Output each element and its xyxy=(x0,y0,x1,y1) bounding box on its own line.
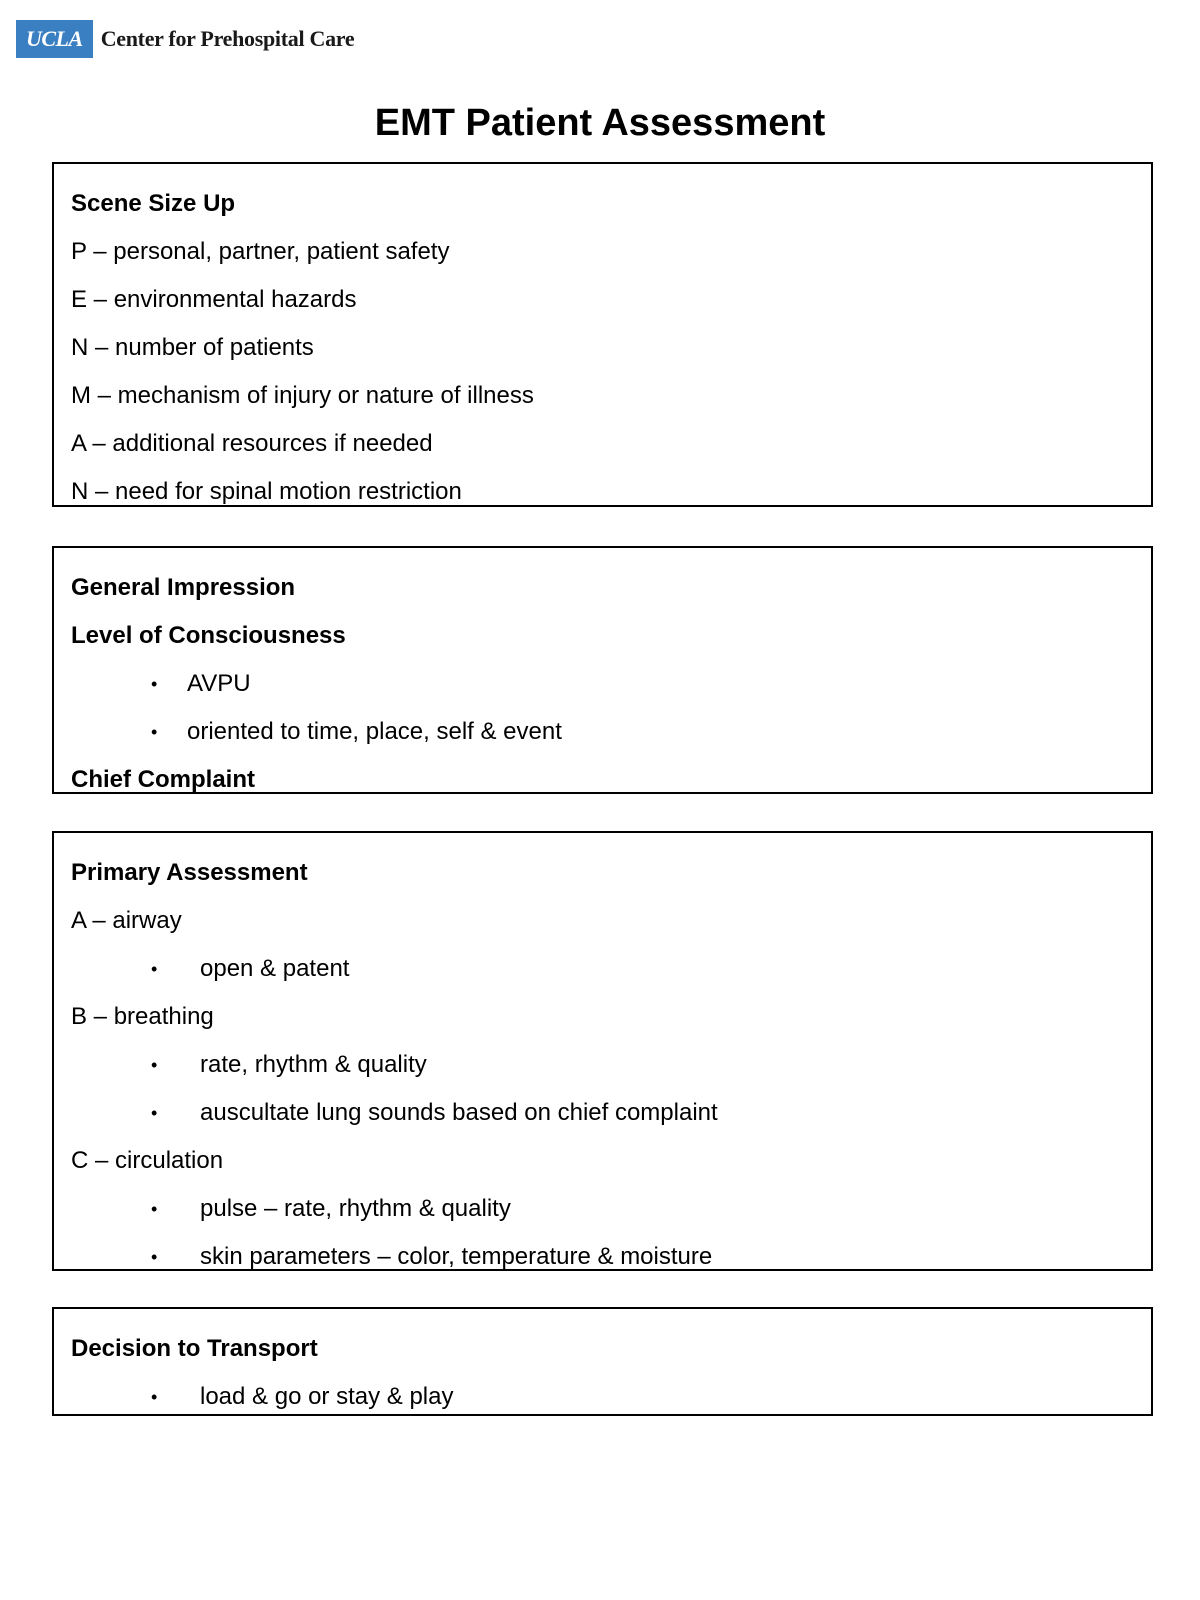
bullet-item xyxy=(71,945,1151,993)
bullet-text: open & patent xyxy=(200,955,350,982)
bullet-text: AVPU xyxy=(187,670,251,697)
logo-text: Center for Prehospital Care xyxy=(100,26,355,51)
list-item: A – additional resources if needed xyxy=(71,430,433,457)
subheading: Level of Consciousness xyxy=(71,622,346,649)
primary-assessment-box xyxy=(52,831,1153,1271)
bullet-text: oriented to time, place, self & event xyxy=(187,718,562,745)
bullet-icon: • xyxy=(151,1055,158,1075)
bullet-item xyxy=(71,660,1151,708)
bullet-item xyxy=(71,1089,1151,1137)
section-heading: Primary Assessment xyxy=(71,859,308,886)
list-item: C – circulation xyxy=(71,1147,224,1174)
bullet-item xyxy=(71,1373,1151,1421)
section-heading: Decision to Transport xyxy=(71,1335,318,1362)
logo xyxy=(16,20,354,58)
bullet-icon: • xyxy=(151,1247,158,1267)
bullet-icon: • xyxy=(151,1199,158,1219)
bullet-item xyxy=(71,708,1151,756)
section-heading: General Impression xyxy=(71,574,296,601)
list-item: E – environmental hazards xyxy=(71,286,357,313)
subheading: Chief Complaint xyxy=(71,766,255,793)
page-title: EMT Patient Assessment xyxy=(374,102,826,144)
list-item: A – airway xyxy=(71,907,182,934)
general-impression-box xyxy=(52,546,1153,794)
ucla-logo-badge: UCLA xyxy=(16,20,93,58)
bullet-icon: • xyxy=(151,722,158,742)
section-heading: Scene Size Up xyxy=(71,190,236,217)
bullet-text: pulse – rate, rhythm & quality xyxy=(200,1195,511,1222)
bullet-item xyxy=(71,1185,1151,1233)
bullet-icon: • xyxy=(151,959,158,979)
list-item: M – mechanism of injury or nature of illness xyxy=(71,382,534,409)
scene-size-up-box xyxy=(52,162,1153,507)
bullet-item xyxy=(71,1041,1151,1089)
decision-to-transport-box xyxy=(52,1307,1153,1416)
bullet-text: skin parameters – color, temperature & moisture xyxy=(200,1243,713,1270)
list-item: N – need for spinal motion restriction xyxy=(71,478,462,505)
list-item: P – personal, partner, patient safety xyxy=(71,238,450,265)
bullet-icon: • xyxy=(151,1103,158,1123)
bullet-text: auscultate lung sounds based on chief complaint xyxy=(200,1099,718,1126)
bullet-text: rate, rhythm & quality xyxy=(200,1051,427,1078)
bullet-icon: • xyxy=(151,1387,158,1407)
bullet-item xyxy=(71,1233,1151,1281)
list-item: N – number of patients xyxy=(71,334,314,361)
bullet-text: load & go or stay & play xyxy=(200,1383,454,1410)
bullet-icon: • xyxy=(151,674,158,694)
list-item: B – breathing xyxy=(71,1003,214,1030)
